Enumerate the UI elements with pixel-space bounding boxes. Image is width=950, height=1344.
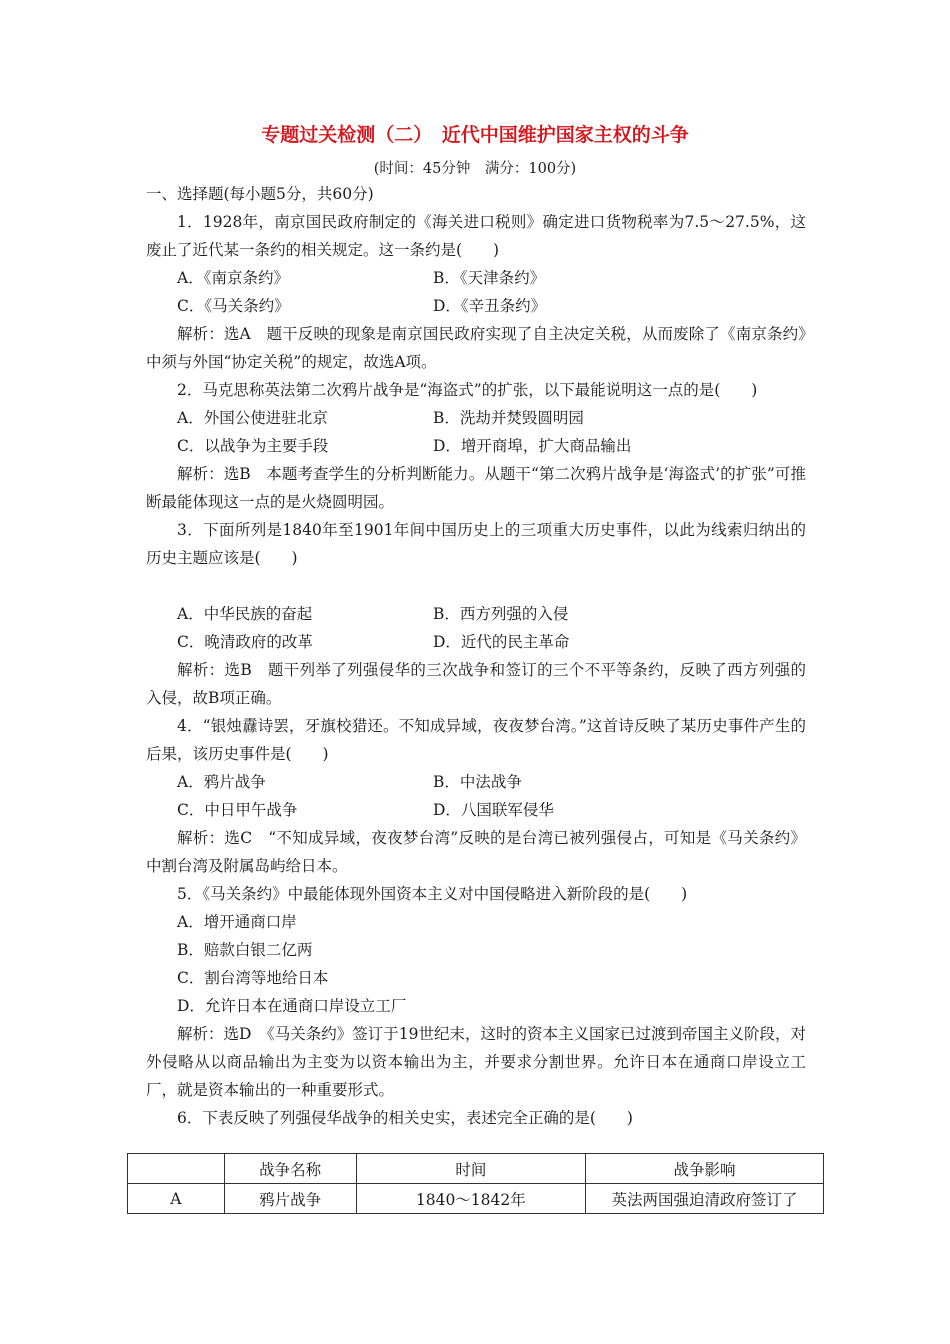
options-row: [146, 796, 806, 824]
table-header-cell: 时间: [356, 1154, 586, 1184]
option-b: B．《天津条约》: [433, 269, 546, 287]
option-a: A．中华民族的奋起: [177, 605, 313, 623]
option-c: C．以战争为主要手段: [177, 437, 329, 455]
analysis-text: 解析：选A 题干反映的现象是南京国民政府实现了自主决定关税，从而废除了《南京条约》中须与外国“协定关税”的规定，故选A项。: [146, 325, 806, 371]
options-row: [146, 264, 806, 292]
question-content: [146, 180, 806, 1132]
option-a: A．外国公使进驻北京: [177, 409, 328, 427]
analysis-text: 解析：选C “不知成异域，夜夜梦台湾”反映的是台湾已被列强侵占，可知是《马关条约》中割台湾及附属岛屿给日本。: [146, 829, 806, 875]
table-cell: A: [128, 1184, 225, 1214]
page-subtitle: (时间：45分钟 满分：100分): [373, 161, 577, 177]
table-header-cell: 战争影响: [586, 1154, 824, 1184]
table-header-row: [128, 1154, 824, 1184]
analysis-text: 解析：选B 题干列举了列强侵华的三次战争和签订的三个不平等条约，反映了西方列强的入侵，故B项正确。: [146, 661, 806, 707]
options-row: [146, 432, 806, 460]
option-d: D．《辛丑条约》: [433, 297, 547, 315]
option-b: B．西方列强的入侵: [433, 605, 569, 623]
option-d: D．近代的民主革命: [433, 633, 570, 651]
option-d: D．八国联军侵华: [433, 801, 554, 819]
options-row: [146, 292, 806, 320]
question-stem: 6．下表反映了列强侵华战争的相关史实，表述完全正确的是( ): [177, 1109, 633, 1127]
option-b: B．赔款白银二亿两: [177, 941, 313, 959]
option-a: A．《南京条约》: [177, 269, 289, 287]
question-stem: 3．下面所列是1840年至1901年间中国历史上的三项重大历史事件，以此为线索归纳出的历史主题应该是( ): [146, 521, 806, 567]
option-c: C．中日甲午战争: [177, 801, 298, 819]
table-cell: 英法两国强迫清政府签订了: [586, 1184, 824, 1214]
options-row: [146, 768, 806, 796]
page-title: 专题过关检测（二） 近代中国维护国家主权的斗争: [261, 124, 689, 146]
option-d: D．允许日本在通商口岸设立工厂: [177, 997, 407, 1015]
options-row: [146, 404, 806, 432]
section-heading: 一、选择题(每小题5分，共60分): [146, 185, 374, 203]
question-stem: 4．“银烛纛诗罢，牙旗校猎还。不知成异域，夜夜梦台湾。”这首诗反映了某历史事件产生的后果，该历史事件是( ): [146, 717, 806, 763]
option-b: B．中法战争: [433, 773, 522, 791]
analysis-text: 解析：选B 本题考查学生的分析判断能力。从题干“第二次鸦片战争是‘海盗式’的扩张”可推断最能体现这一点的是火烧圆明园。: [146, 465, 806, 511]
option-c: C．割台湾等地给日本: [177, 969, 329, 987]
table-cell: 1840～1842年: [356, 1184, 586, 1214]
option-d: D．增开商埠，扩大商品输出: [433, 437, 632, 455]
option-b: B．洗劫并焚毁圆明园: [433, 409, 584, 427]
question-stem: 1．1928年，南京国民政府制定的《海关进口税则》确定进口货物税率为7.5～27.5%，这废止了近代某一条约的相关规定。这一条约是( ): [146, 213, 806, 259]
blank-space: [146, 572, 806, 600]
option-c: C．晚清政府的改革: [177, 633, 313, 651]
option-c: C．《马关条约》: [177, 297, 290, 315]
options-row: [146, 600, 806, 628]
table-header-cell: [128, 1154, 225, 1184]
question-stem: 5．《马关条约》中最能体现外国资本主义对中国侵略进入新阶段的是( ): [177, 885, 688, 903]
table-cell: 鸦片战争: [224, 1184, 356, 1214]
table-header-cell: 战争名称: [224, 1154, 356, 1184]
table-row: [128, 1184, 824, 1214]
war-table: [127, 1153, 824, 1214]
analysis-text: 解析：选D 《马关条约》签订于19世纪末，这时的资本主义国家已过渡到帝国主义阶段，对外侵略从以商品输出为主变为以资本输出为主，并要求分割世界。允许日本在通商口岸设立工厂，就是资本输出的一种重要形式。: [146, 1025, 806, 1099]
options-row: [146, 628, 806, 656]
option-a: A．增开通商口岸: [177, 913, 297, 931]
option-a: A．鸦片战争: [177, 773, 266, 791]
question-stem: 2．马克思称英法第二次鸦片战争是“海盗式”的扩张，以下最能说明这一点的是( ): [177, 381, 758, 399]
